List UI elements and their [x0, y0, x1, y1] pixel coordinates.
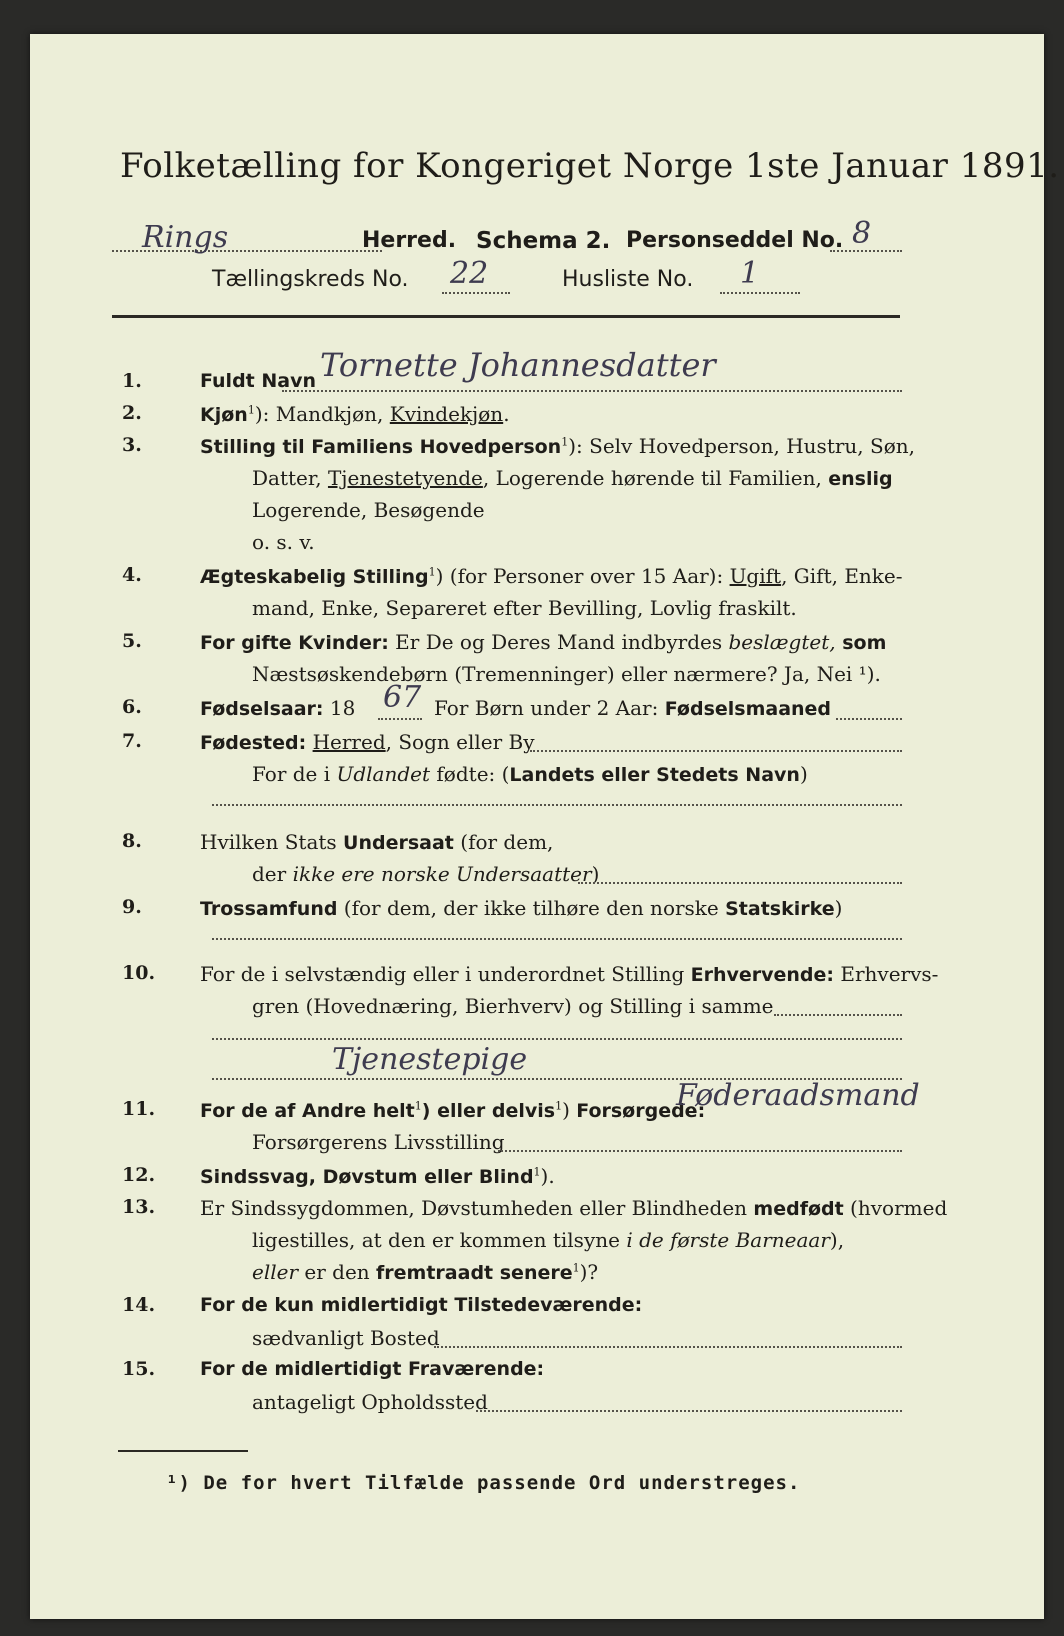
personseddel-label: Personseddel No.: [626, 228, 844, 253]
fuldt-navn-label: Fuldt Navn: [200, 370, 317, 392]
medfodt-text: eller: [252, 1260, 299, 1284]
undersaat-line-2: [252, 862, 599, 886]
erhverv-blank-line: [212, 1038, 902, 1040]
forsorger-line-2: Forsørgerens Livsstilling: [252, 1130, 505, 1154]
form-title: Folketælling for Kongeriget Norge 1ste Januar 1891.: [120, 146, 1060, 186]
stilling-text: Datter,: [252, 466, 328, 490]
item-number: 4.: [122, 564, 142, 586]
sindssvag-line: [200, 1164, 555, 1188]
fuldt-navn-value: Tornette Johannesdatter: [320, 346, 716, 384]
erhverv-fill: [774, 1014, 902, 1016]
fodested-blank-line: [212, 804, 902, 806]
medfodt-label: medfødt: [753, 1198, 844, 1220]
erhverv-value: Tjenestepige: [332, 1042, 528, 1077]
undersaat-line-1: [200, 830, 553, 854]
undersaat-text: (for dem,: [453, 830, 554, 854]
fodselsmaaned-text: For Børn under 2 Aar:: [434, 696, 665, 720]
bosted-label: sædvanligt Bosted: [252, 1326, 440, 1350]
footnote-ref: 1: [428, 565, 436, 579]
item-number: 14.: [122, 1294, 156, 1316]
item-number: 7.: [122, 730, 142, 752]
undersaat-fill: [578, 882, 902, 884]
stilling-line-1: [200, 434, 915, 458]
stilling-text: , Logerende hørende til Familien,: [482, 466, 829, 490]
item-number: 10.: [122, 962, 156, 984]
fodested-label: Fødested:: [200, 732, 307, 754]
egteskab-line-2: mand, Enke, Separeret efter Bevilling, Lovlig fraskilt.: [252, 596, 797, 620]
stilling-line-4: o. s. v.: [252, 530, 315, 554]
fodested-line-1: [200, 730, 535, 754]
fodselsaar-value: 67: [383, 680, 422, 715]
item-number: 2.: [122, 402, 142, 424]
medfodt-line-2: [252, 1228, 844, 1252]
forsorger-fill: [498, 1150, 902, 1152]
item-number: 13.: [122, 1196, 156, 1218]
erhverv-line-2: gren (Hovednæring, Bierhverv) og Stilling i samme: [252, 994, 774, 1018]
fodselsmaaned-line: [434, 696, 831, 720]
medfodt-text: ),: [829, 1228, 845, 1252]
medfodt-text: fremtraadt senere: [376, 1262, 573, 1284]
forsorgede-line-1: [200, 1098, 705, 1122]
gifte-text: beslægtet,: [728, 630, 836, 654]
forsorger-value: Føderaadsmand: [676, 1078, 920, 1113]
kjon-options: ): Mandkjøn,: [254, 402, 390, 426]
fodested-text: , Sogn eller By: [385, 730, 535, 754]
medfodt-line-3: [252, 1260, 598, 1284]
footnote-rule: [118, 1450, 248, 1452]
undersaat-text: ikke ere norske Undersaatter: [292, 862, 592, 886]
fodested-fill: [530, 750, 902, 752]
forsorgede-text: ): [562, 1098, 577, 1122]
trossamfund-text: ): [834, 896, 843, 920]
medfodt-text: ligestilles, at den er kommen tilsyne: [252, 1228, 627, 1252]
gifte-text: Er De og Deres Mand indbyrdes: [388, 630, 729, 654]
erhverv-line-1: [200, 962, 938, 986]
medfodt-text: i de første Barneaar: [626, 1228, 830, 1252]
fodselsmaaned-fill: [836, 718, 902, 720]
forsorgede-text: For de af Andre helt: [200, 1100, 415, 1122]
sindssvag-text: ).: [540, 1164, 555, 1188]
census-form: [30, 34, 1060, 1619]
item-number: 5.: [122, 630, 142, 652]
item-number: 3.: [122, 434, 142, 456]
medfodt-line-1: [200, 1196, 947, 1220]
undersaat-text: Hvilken Stats: [200, 830, 344, 854]
egteskab-line-1: [200, 564, 903, 588]
footnote-ref: 1: [533, 1165, 541, 1179]
item-number: 12.: [122, 1164, 156, 1186]
trossamfund-text: (for dem, der ikke tilhøre den norske: [337, 896, 726, 920]
forsorgede-label: Forsørgede:: [576, 1100, 706, 1122]
footnote-ref: 1: [561, 435, 569, 449]
fodested-text: For de i: [252, 762, 337, 786]
medfodt-text: )?: [579, 1260, 599, 1284]
stilling-text: enslig: [828, 468, 893, 490]
schema-label: Schema 2.: [476, 228, 611, 254]
kjon-selected: Kvindekjøn: [389, 402, 504, 426]
egteskab-label: Ægteskabelig Stilling: [200, 566, 429, 588]
opholdssted-label: antageligt Opholdssted: [252, 1390, 488, 1414]
item-number: 1.: [122, 370, 142, 392]
stilling-selected: Tjenestetyende: [327, 466, 483, 490]
kjon-line: [200, 402, 510, 426]
fuldt-navn-line: [282, 390, 902, 392]
stilling-line-3: Logerende, Besøgende: [252, 498, 485, 522]
trossamfund-label: Trossamfund: [200, 898, 338, 920]
kjon-end: .: [503, 402, 510, 426]
item-number: 11.: [122, 1098, 156, 1120]
fodselsaar-line: [200, 696, 355, 720]
item-number: 6.: [122, 696, 142, 718]
fodselsaar-fill: [378, 718, 422, 720]
trossamfund-text: Statskirke: [725, 898, 835, 920]
egteskab-selected: Ugift: [729, 564, 782, 588]
forsorgede-text: ) eller delvis: [421, 1100, 556, 1122]
item-number: 15.: [122, 1358, 156, 1380]
tellingskreds-value: 22: [450, 256, 489, 291]
trossamfund-line: [200, 896, 842, 920]
footnote-ref: 1: [555, 1099, 563, 1113]
undersaat-text: ): [591, 862, 600, 886]
stilling-text: ): Selv Hovedperson, Hustru, Søn,: [568, 434, 915, 458]
erhverv-text: Erhvervs-: [834, 962, 939, 986]
erhverv-text: For de i selvstændig eller i underordnet Stilling: [200, 962, 691, 986]
husliste-line: [720, 292, 800, 294]
fodested-selected: Herred: [312, 730, 386, 754]
footnote-ref: 1: [572, 1261, 580, 1275]
fodested-text: ): [799, 762, 808, 786]
header-rule: [112, 315, 900, 318]
fodested-text: fødte: (: [430, 762, 510, 786]
gifte-text: som: [835, 632, 887, 654]
husliste-label: Husliste No.: [562, 267, 694, 292]
herred-label: Herred.: [362, 228, 457, 253]
medfodt-text: Er Sindssygdommen, Døvstumheden eller Blindheden: [200, 1196, 754, 1220]
kjon-label: Kjøn: [200, 404, 248, 426]
gifte-line-1: [200, 630, 886, 654]
tellingskreds-line: [442, 292, 510, 294]
personseddel-value: 8: [852, 216, 872, 251]
opholdssted-fill: [476, 1410, 902, 1412]
sindssvag-label: Sindssvag, Døvstum eller Blind: [200, 1166, 534, 1188]
fodselsmaaned-label: Fødselsmaaned: [664, 698, 832, 720]
footnote-ref: 1: [414, 1099, 422, 1113]
egteskab-text: , Gift, Enke-: [781, 564, 903, 588]
tilstede-label: For de kun midlertidigt Tilstedeværende:: [200, 1294, 643, 1316]
fodested-text: Landets eller Stedets Navn: [509, 764, 800, 786]
footnote-ref: 1: [247, 403, 255, 417]
stilling-line-2: [252, 466, 893, 490]
gifte-line-2: Næstsøskendebørn (Tremenninger) eller nærmere? Ja, Nei ¹).: [252, 662, 881, 686]
fodested-text: Udlandet: [336, 762, 431, 786]
fodselsaar-label: Fødselsaar:: [200, 698, 324, 720]
undersaat-label: Undersaat: [343, 832, 454, 854]
bosted-fill: [434, 1346, 902, 1348]
egteskab-text: ) (for Personer over 15 Aar):: [435, 564, 730, 588]
tellingskreds-label: Tællingskreds No.: [212, 267, 409, 292]
stilling-label: Stilling til Familiens Hovedperson: [200, 436, 562, 458]
medfodt-text: er den: [298, 1260, 377, 1284]
husliste-value: 1: [740, 256, 760, 291]
fodselsaar-prefix: 18: [323, 696, 356, 720]
footnote: ¹) De for hvert Tilfælde passende Ord understreges.: [166, 1472, 801, 1494]
fravaerende-label: For de midlertidigt Fraværende:: [200, 1358, 545, 1380]
herred-value: Rings: [142, 220, 229, 255]
item-number: 9.: [122, 896, 142, 918]
fodested-line-2: [252, 762, 808, 786]
undersaat-text: der: [252, 862, 293, 886]
erhverv-label: Erhvervende:: [690, 964, 835, 986]
medfodt-text: (hvormed: [843, 1196, 948, 1220]
trossamfund-blank-line: [212, 938, 902, 940]
item-number: 8.: [122, 830, 142, 852]
gifte-label: For gifte Kvinder:: [200, 632, 389, 654]
